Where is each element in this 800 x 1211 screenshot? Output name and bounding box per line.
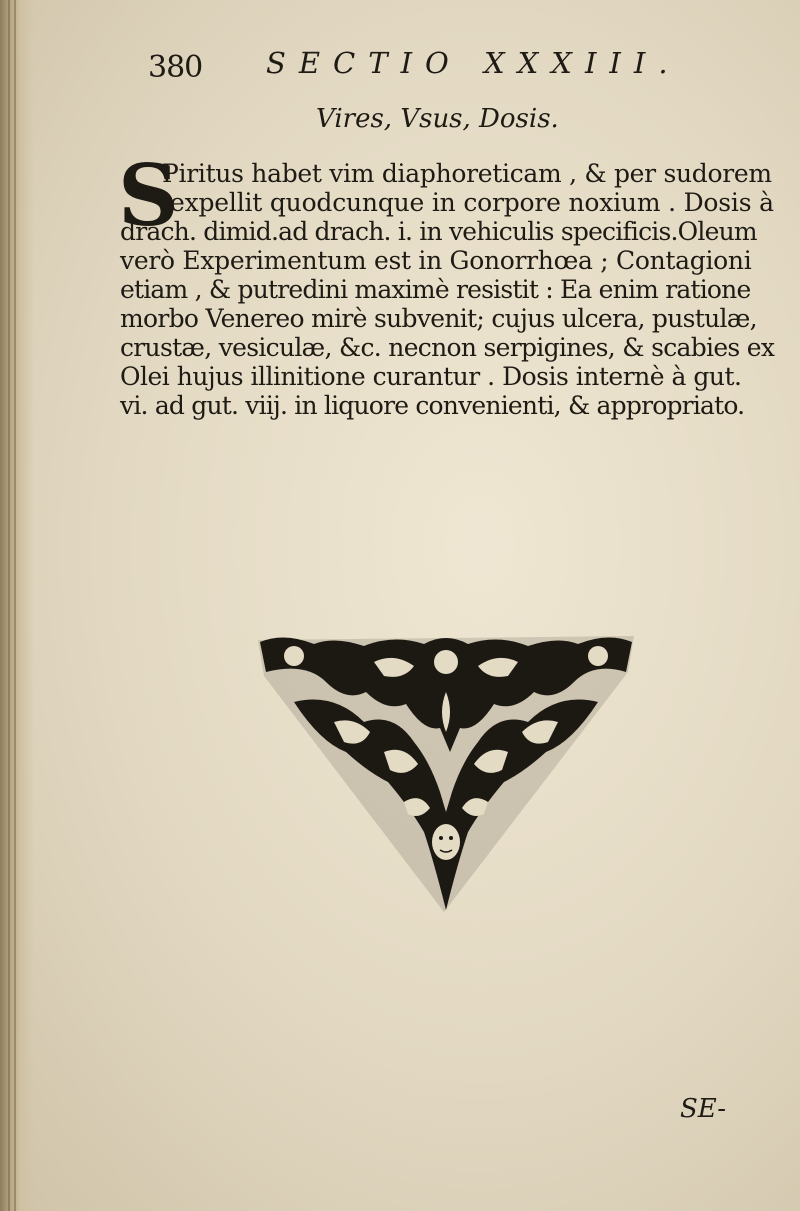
text-line: expellit quodcunque in corpore noxium . Dosis à	[170, 188, 774, 217]
page-number: 380	[148, 50, 203, 85]
body-text	[118, 146, 775, 445]
text-line: etiam , & putredini maximè resistit : Ea enim ratione	[120, 275, 751, 304]
binding-gutter	[0, 0, 34, 1211]
running-head	[148, 44, 708, 84]
gutter-edge-line	[14, 0, 16, 1211]
text-line: drach. dimid.ad drach. i. in vehiculis specificis.Oleum	[120, 217, 757, 246]
text-line: Olei hujus illinitione curantur . Dosis internè à gut.	[120, 362, 742, 391]
text-line: crustæ, vesiculæ, &c. necnon serpigines, & scabies ex	[120, 333, 775, 362]
text-line: morbo Venereo mirè subvenit; cujus ulcera, pustulæ,	[120, 304, 757, 333]
subtitle: Vires, Vsus, Dosis.	[316, 104, 559, 134]
gutter-edge-line	[8, 0, 10, 1211]
text-line: vi. ad gut. viij. in liquore convenienti, & appropriato.	[120, 391, 745, 420]
drop-cap: S	[118, 146, 179, 245]
text-line: Piritus habet vim diaphoreticam , & per sudorem	[162, 159, 772, 188]
text-line: verò Experimentum est in Gonorrhœa ; Contagioni	[120, 246, 752, 275]
catchword: SE-	[680, 1094, 727, 1124]
tailpiece-ornament-icon	[254, 632, 638, 918]
section-title: SECTIO XXXIII.	[266, 46, 681, 80]
